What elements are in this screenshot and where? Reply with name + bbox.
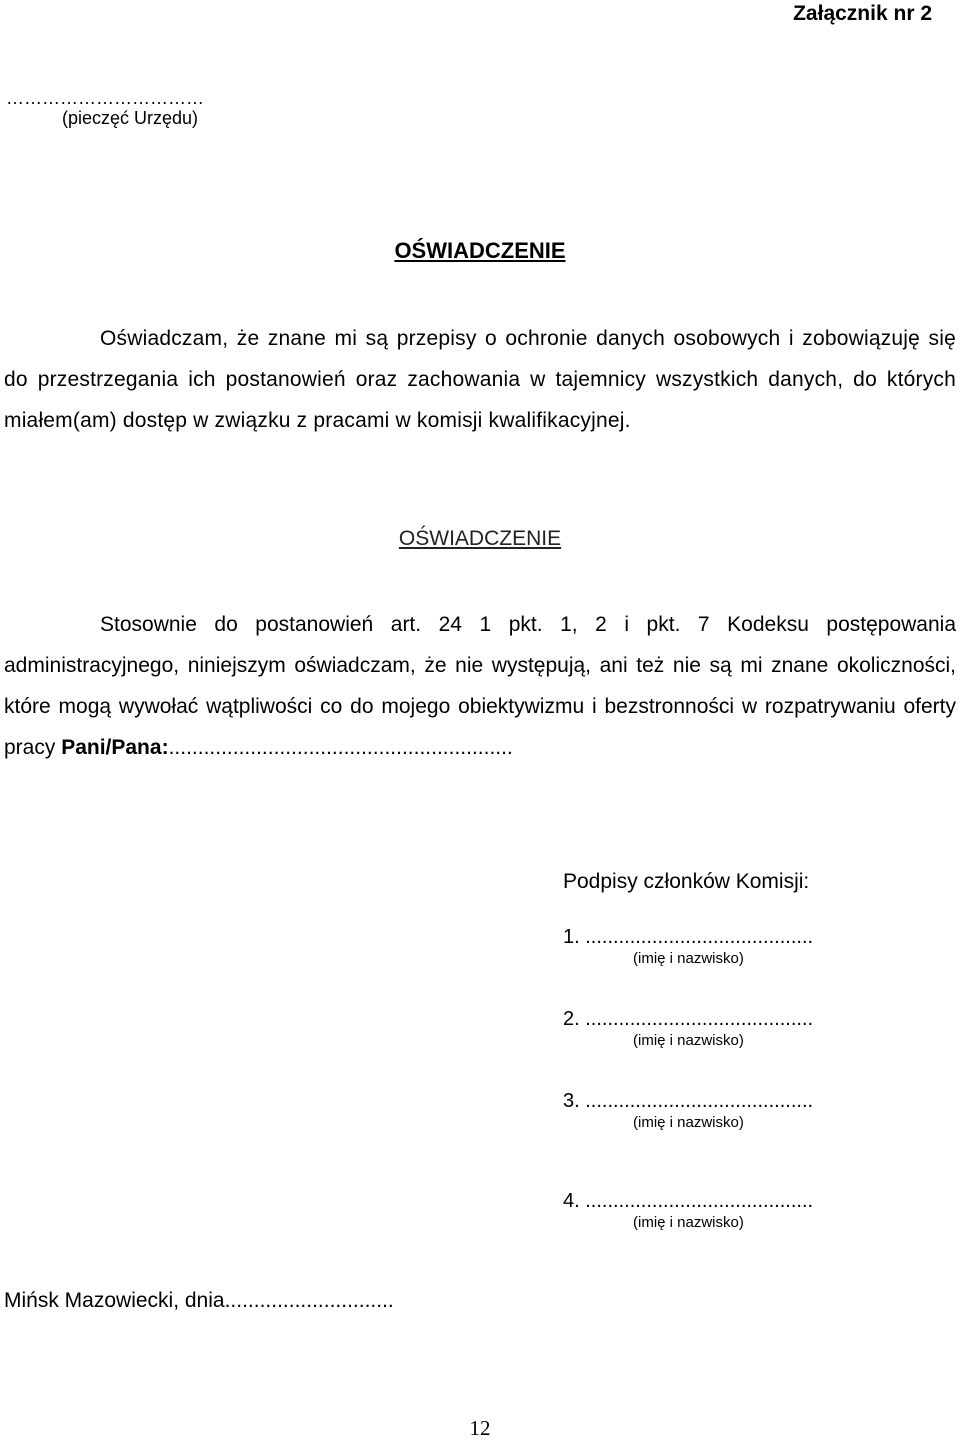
declaration-body-2 (4, 604, 956, 768)
signature-line-2: 2. ......................................... (563, 1008, 814, 1030)
stamp-dotted-line: …………………………… (6, 88, 204, 108)
place-and-date: Mińsk Mazowiecki, dnia............................. (4, 1289, 394, 1312)
declaration-title-1: OŚWIADCZENIE (394, 238, 566, 263)
signature-line-3: 3. ......................................... (563, 1090, 814, 1112)
signature-line-1: 1. ......................................... (563, 926, 814, 948)
signature-caption-4: (imię i nazwisko) (633, 1214, 744, 1231)
declaration-body-2-text: Stosownie do postanowień art. 24 1 pkt. 1, 2 i pkt. 7 Kodeksu postępowania administracyjnego, niniejszym oświadczam, że nie występują, ani też nie są mi znane okoliczności, które mogą wywołać wątpliwości co do mojego obiektywizmu i bezstronności w rozpatrywaniu oferty pracy (4, 613, 956, 759)
signature-line-4: 4. ......................................... (563, 1190, 814, 1212)
stamp-label: (pieczęć Urzędu) (62, 108, 199, 128)
applicant-label: Pani/Pana: (61, 736, 169, 759)
signature-caption-3: (imię i nazwisko) (633, 1114, 744, 1131)
declaration-title-2: OŚWIADCZENIE (398, 527, 562, 550)
page-number: 12 (469, 1416, 491, 1440)
signatures-title: Podpisy członków Komisji: (563, 870, 810, 893)
annex-label: Załącznik nr 2 (793, 2, 932, 25)
applicant-name-field: ........................................................... (168, 736, 513, 759)
signature-caption-1: (imię i nazwisko) (633, 950, 744, 967)
declaration-body-1: Oświadczam, że znane mi są przepisy o ochronie danych osobowych i zobowiązuję się do przestrzegania ich postanowień oraz zachowania w tajemnicy wszystkich danych, do których miałem(am) dostęp w związku z pracami w komisji kwalifikacyjnej. (4, 327, 956, 432)
signature-caption-2: (imię i nazwisko) (633, 1032, 744, 1049)
